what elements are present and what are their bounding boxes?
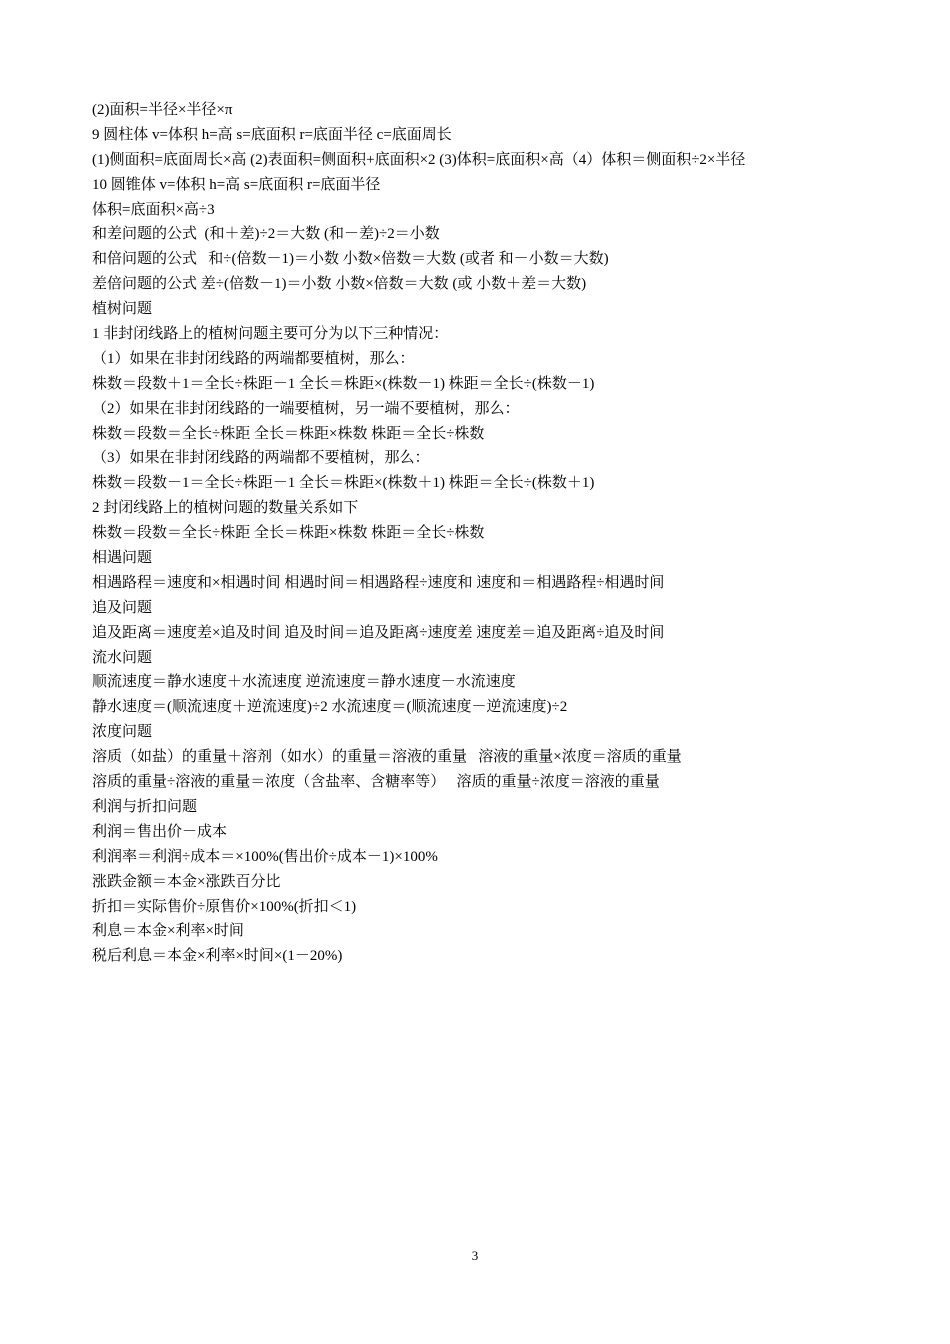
text-line: 1 非封闭线路上的植树问题主要可分为以下三种情况： bbox=[92, 326, 449, 343]
text-line: 株数＝段数＝全长÷株距 全长＝株距×株数 株距＝全长÷株数 bbox=[92, 425, 485, 442]
text-line: 和倍问题的公式 和÷(倍数－1)＝小数 小数×倍数＝大数 (或者 和－小数＝大数) bbox=[92, 251, 609, 268]
text-line: 利润＝售出价－成本 bbox=[92, 823, 228, 840]
section-heading: 追及问题 bbox=[92, 599, 153, 616]
text-line: 相遇路程＝速度和×相遇时间 相遇时间＝相遇路程÷速度和 速度和＝相遇路程÷相遇时间 bbox=[92, 574, 665, 591]
text-line: 利润率＝利润÷成本＝×100%(售出价÷成本－1)×100% bbox=[92, 848, 438, 865]
text-line: 10 圆锥体 v=体积 h=高 s=底面积 r=底面半径 bbox=[92, 176, 381, 193]
text-line: 株数＝段数＝全长÷株距 全长＝株距×株数 株距＝全长÷株数 bbox=[92, 525, 485, 542]
page-number: 3 bbox=[471, 1248, 479, 1263]
section-heading: 浓度问题 bbox=[92, 724, 153, 741]
text-line: 顺流速度＝静水速度＋水流速度 逆流速度＝静水速度－水流速度 bbox=[92, 674, 516, 691]
text-line: 9 圆柱体 v=体积 h=高 s=底面积 r=底面半径 c=底面周长 bbox=[92, 126, 452, 143]
text-line: 2 封闭线路上的植树问题的数量关系如下 bbox=[92, 500, 359, 517]
text-line: （1）如果在非封闭线路的两端都要植树，那么： bbox=[92, 350, 415, 367]
text-line: 税后利息＝本金×利率×时间×(1－20%) bbox=[92, 948, 343, 965]
section-heading: 流水问题 bbox=[92, 649, 153, 666]
text-line: 静水速度＝(顺流速度＋逆流速度)÷2 水流速度＝(顺流速度－逆流速度)÷2 bbox=[92, 699, 568, 716]
document-body bbox=[92, 98, 912, 969]
text-line: 折扣＝实际售价÷原售价×100%(折扣＜1) bbox=[92, 898, 357, 915]
section-heading: 利润与折扣问题 bbox=[92, 798, 198, 815]
text-line: 体积=底面积×高÷3 bbox=[92, 201, 215, 218]
text-line: （3）如果在非封闭线路的两端都不要植树，那么： bbox=[92, 450, 430, 467]
text-line: 溶质的重量÷溶液的重量＝浓度（含盐率、含糖率等） 溶质的重量÷浓度＝溶液的重量 bbox=[92, 774, 660, 791]
text-line: 溶质（如盐）的重量＋溶剂（如水）的重量＝溶液的重量 溶液的重量×浓度＝溶质的重量 bbox=[92, 749, 682, 766]
text-line: (1)侧面积=底面周长×高 (2)表面积=侧面积+底面积×2 (3)体积=底面积×高（4）体积＝侧面积÷2×半径 bbox=[92, 151, 746, 168]
text-line: 和差问题的公式 (和＋差)÷2＝大数 (和－差)÷2＝小数 bbox=[92, 226, 440, 243]
text-line: 利息＝本金×利率×时间 bbox=[92, 923, 244, 940]
text-line: （2）如果在非封闭线路的一端要植树，另一端不要植树，那么： bbox=[92, 400, 520, 417]
text-line: 涨跌金额＝本金×涨跌百分比 bbox=[92, 873, 281, 890]
text-line: 株数＝段数－1＝全长÷株距－1 全长＝株距×(株数＋1) 株距＝全长÷(株数＋1) bbox=[92, 475, 595, 492]
text-line: 追及距离＝速度差×追及时间 追及时间＝追及距离÷速度差 速度差＝追及距离÷追及时间 bbox=[92, 624, 665, 641]
text-line: (2)面积=半径×半径×π bbox=[92, 102, 233, 118]
text-line: 差倍问题的公式 差÷(倍数－1)＝小数 小数×倍数＝大数 (或 小数＋差＝大数) bbox=[92, 276, 587, 293]
section-heading: 相遇问题 bbox=[92, 550, 153, 567]
text-line: 株数＝段数＋1＝全长÷株距－1 全长＝株距×(株数－1) 株距＝全长÷(株数－1) bbox=[92, 375, 595, 392]
section-heading: 植树问题 bbox=[92, 301, 153, 318]
